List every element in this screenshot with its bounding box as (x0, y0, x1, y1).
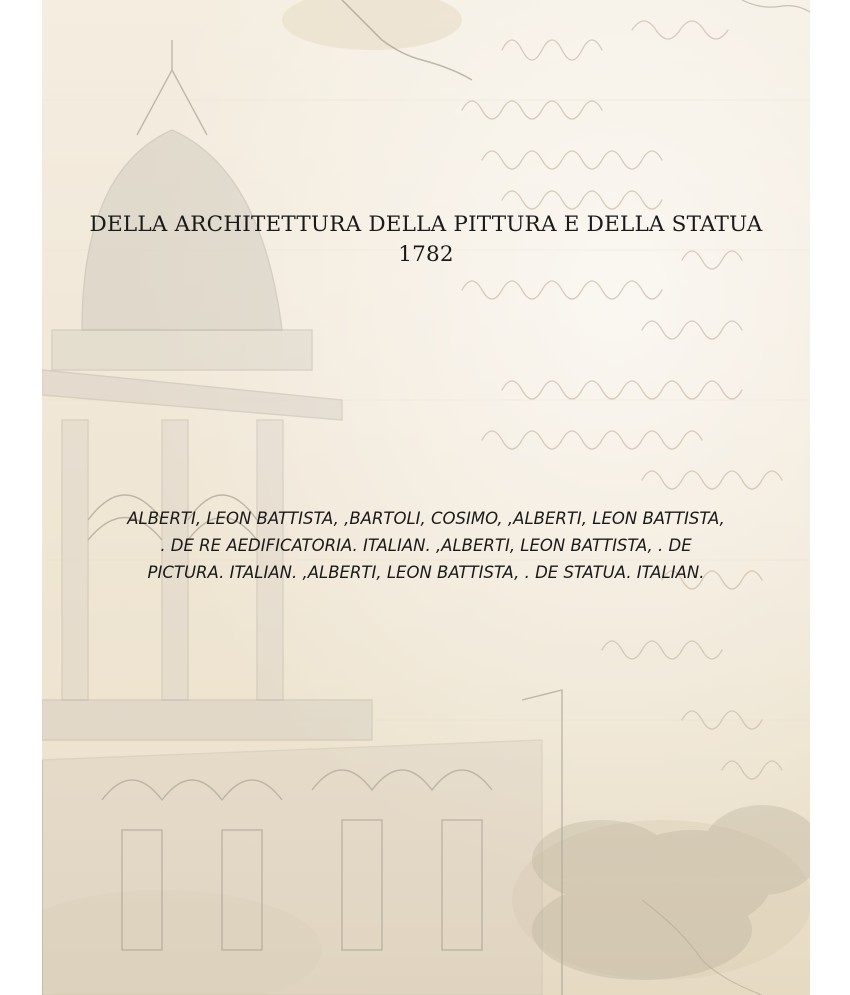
book-cover (42, 0, 810, 995)
book-title: DELLA ARCHITETTURA DELLA PITTURA E DELLA STATUA 1782 (89, 212, 763, 267)
book-authors: ALBERTI, LEON BATTISTA, ,BARTOLI, COSIMO, ,ALBERTI, LEON BATTISTA, . DE RE AEDIFICATORIA. ITALIAN. ,ALBERTI, LEON BATTISTA, . DE PICTURA. ITALIAN. ,ALBERTI, LEON BATTISTA, . DE STATUA. ITALIAN. (127, 509, 725, 582)
cover-background-illustration (42, 0, 810, 995)
